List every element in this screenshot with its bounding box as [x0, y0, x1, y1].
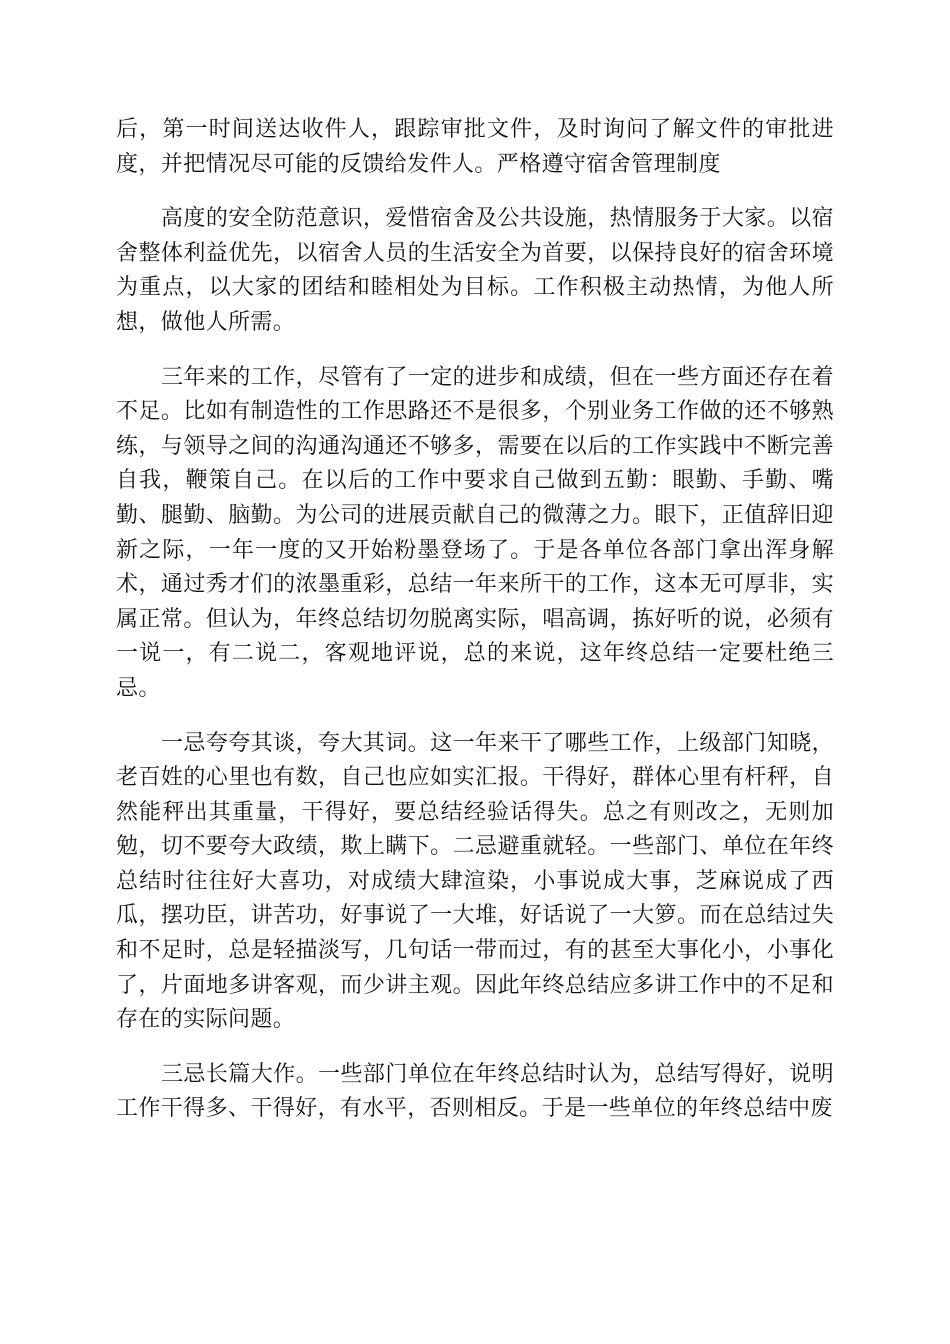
paragraph-5: 三忌长篇大作。一些部门单位在年终总结时认为，总结写得好，说明工作干得多、干得好，有水平，否则相反。于是一些单位的年终总结中废 [116, 1061, 834, 1122]
paragraph-2: 高度的安全防范意识，爱惜宿舍及公共设施，热情服务于大家。以宿舍整体利益优先，以宿舍人员的生活安全为首要，以保持良好的宿舍环境为重点，以大家的团结和睦相处为目标。工作积极主动热情，为他人所想，做他人所需。 [116, 206, 834, 335]
document-body [116, 113, 834, 1147]
paragraph-1: 后，第一时间送达收件人，跟踪审批文件，及时询问了解文件的审批进度，并把情况尽可能的反馈给发件人。严格遵守宿舍管理制度 [116, 117, 834, 177]
paragraph-4: 一忌夸夸其谈，夸大其词。这一年来干了哪些工作，上级部门知晓，老百姓的心里也有数，自己也应如实汇报。干得好，群体心里有杆秤，自然能秤出其重量，干得好，要总结经验话得失。总之有则改之，无则加勉，切不要夸大政绩，欺上瞒下。二忌避重就轻。一些部门、单位在年终总结时往往好大喜功，对成绩大肆渲染，小事说成大事，芝麻说成了西瓜，摆功臣，讲苦功，好事说了一大堆，好话说了一大箩。而在总结过失和不足时，总是轻描淡写，几句话一带而过，有的甚至大事化小，小事化了，片面地多讲客观，而少讲主观。因此年终总结应多讲工作中的不足和存在的实际问题。 [116, 730, 834, 1033]
paragraph-3: 三年来的工作，尽管有了一定的进步和成绩，但在一些方面还存在着不足。比如有制造性的工作思路还不是很多，个别业务工作做的还不够熟练，与领导之间的沟通沟通还不够多，需要在以后的工作实践中不断完善自我，鞭策自己。在以后的工作中要求自己做到五勤：眼勤、手勤、嘴勤、腿勤、脑勤。为公司的进展贡献自己的微薄之力。眼下，正值辞旧迎新之际，一年一度的又开始粉墨登场了。于是各单位各部门拿出浑身解术，通过秀才们的浓墨重彩，总结一年来所干的工作，这本无可厚非，实属正常。但认为，年终总结切勿脱离实际，唱高调，拣好听的说，必须有一说一，有二说二，客观地评说，总的来说，这年终总结一定要杜绝三忌。 [116, 364, 834, 701]
